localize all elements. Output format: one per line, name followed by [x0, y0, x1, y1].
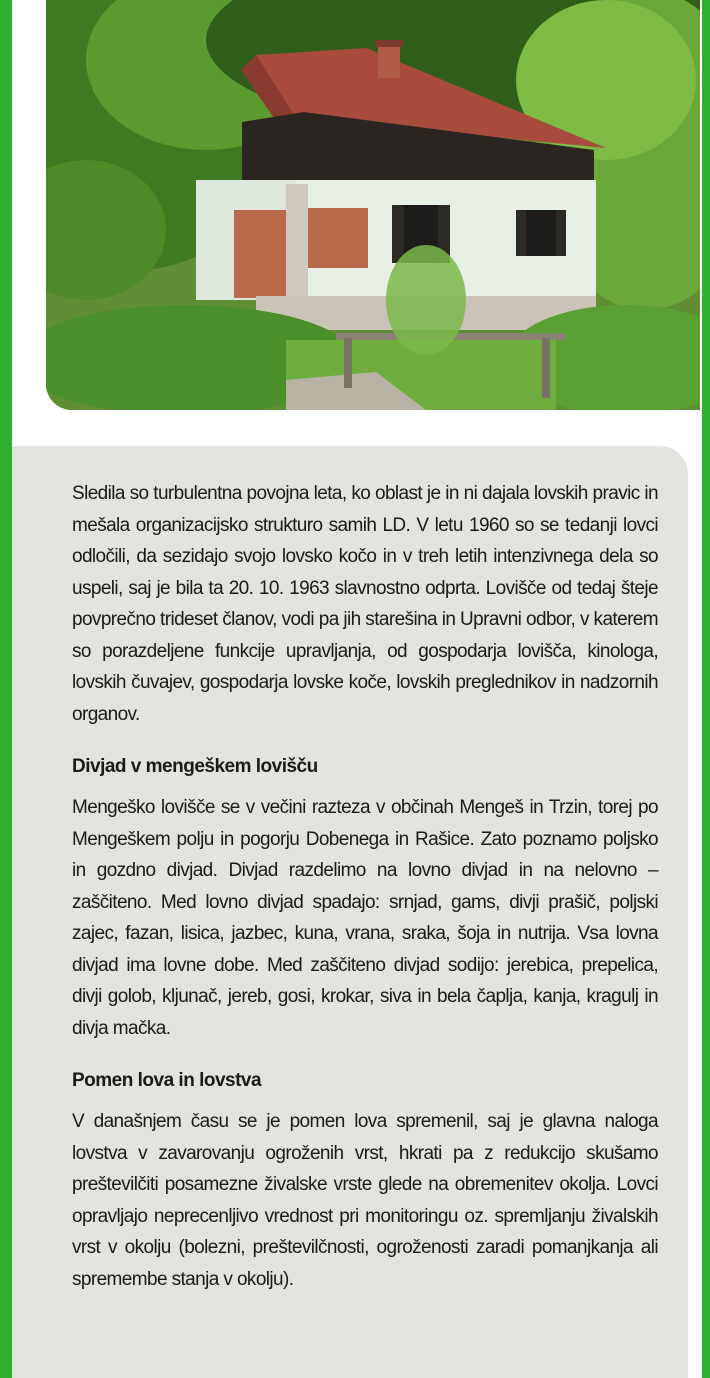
hunting-lodge-photo [46, 0, 700, 410]
section-heading-game: Divjad v mengeškem lovišču [72, 756, 318, 777]
intro-paragraph: Sledila so turbulentna povojna leta, ko oblast je in ni dajala lovskih pravic in mešala organizacijsko strukturo samih LD. V letu 1960 so se tedanji lovci odločili, da sezidajo svojo lovsko kočo in v treh letih intenzivnega dela so uspeli, saj je bila ta 20. 10. 1963 slavnostno odprta. Lovišče od tedaj šteje povprečno trideset članov, vodi pa jih starešina in Upravni odbor, v katerem so porazdeljene funkcije upravljanja, od gospodarja lovišča, kinologa, lovskih čuvajev, gospodarja lovske koče, lovskih preglednikov in nadzornih organov. [72, 483, 658, 725]
game-paragraph: Mengeško lovišče se v večini razteza v občinah Mengeš in Trzin, torej po Mengeškem polju in pogorju Dobenega in Rašice. Zato poznamo poljsko in gozdno divjad. Divjad razdelimo na lovno divjad in na nelovno – zaščiteno. Med lovno divjad spadajo: srnjad, gams, divji prašič, poljski zajec, fazan, lisica, jazbec, kuna, vrana, sraka, šoja in nutrija. Vsa lovna divjad ima lovne dobe. Med zaščiteno divjad sodijo: jerebica, prepelica, divji golob, kljunač, jereb, gosi, krokar, siva in bela čaplja, kanja, kragulj in divja mačka. [72, 797, 658, 1039]
hunting-lodge-illustration [46, 0, 700, 410]
section-heading-hunting: Pomen lova in lovstva [72, 1070, 262, 1091]
article-content [72, 478, 658, 1295]
left-green-border [0, 0, 12, 1378]
right-green-border [702, 0, 710, 1378]
hunting-paragraph: V današnjem času se je pomen lova spremenil, saj je glavna naloga lovstva v zavarovanju ogroženih vrst, hkrati pa z redukcijo skušamo preštevilčiti posamezne živalske vrste glede na obremenitev okolja. Lovci opravljajo neprecenljivo vrednost pri monitoringu oz. spremljanju živalskih vrst v okolju (bolezni, preštevilčnosti, ogroženosti zaradi pomanjkanja ali spremembe stanja v okolju). [72, 1111, 658, 1290]
